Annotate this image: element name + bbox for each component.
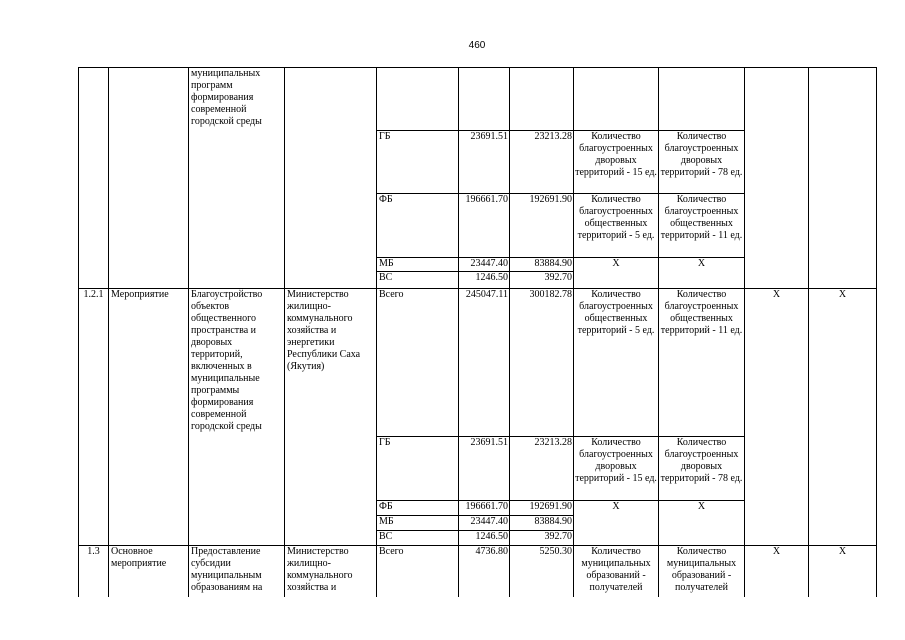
mark-1-cell: X <box>745 546 809 598</box>
amount-1-cell: 196661.70 <box>459 501 510 516</box>
description-cell: муниципальных программ формирования современной городской среды <box>189 68 285 289</box>
mark-2-cell: X <box>809 546 877 598</box>
mark-1-cell <box>745 68 809 289</box>
amount-2-cell: 392.70 <box>510 531 574 546</box>
amount-1-cell: 1246.50 <box>459 531 510 546</box>
indicator-1-cell: Количество благоустроенных общественных территорий - 5 ед. <box>574 194 659 258</box>
amount-1-cell: 23447.40 <box>459 516 510 531</box>
row-number-cell: 1.3 <box>79 546 109 598</box>
funding-source-cell: ВС <box>377 272 459 289</box>
amount-1-cell: 245047.11 <box>459 289 510 437</box>
indicator-2-cell: X <box>659 501 745 546</box>
funding-source-cell: Всего <box>377 546 459 598</box>
amount-2-cell: 192691.90 <box>510 501 574 516</box>
indicator-2-cell: Количество благоустроенных общественных территорий - 11 ед. <box>659 289 745 437</box>
funding-source-cell: ФБ <box>377 194 459 258</box>
funding-source-cell: ГБ <box>377 131 459 194</box>
indicator-2-cell: Количество благоустроенных дворовых территорий - 78 ед. <box>659 131 745 194</box>
amount-2-cell: 192691.90 <box>510 194 574 258</box>
funding-source-cell: МБ <box>377 516 459 531</box>
responsible-cell: Министерство жилищно-коммунального хозяйства и энергетики Республики Саха (Якутия) <box>285 289 377 546</box>
program-table <box>78 67 877 597</box>
funding-source-cell: Всего <box>377 289 459 437</box>
amount-1-cell: 23691.51 <box>459 131 510 194</box>
mark-2-cell: X <box>809 289 877 546</box>
mark-1-cell: X <box>745 289 809 546</box>
description-cell: Благоустройство объектов общественного пространства и дворовых территорий, включенных в муниципальные программы формирования современной городской среды <box>189 289 285 546</box>
indicator-1-cell: Количество благоустроенных общественных территорий - 5 ед. <box>574 289 659 437</box>
funding-source-cell: ВС <box>377 531 459 546</box>
indicator-2-cell <box>659 68 745 131</box>
amount-1-cell: 23447.40 <box>459 258 510 272</box>
amount-2-cell <box>510 68 574 131</box>
indicator-1-cell: Количество благоустроенных дворовых территорий - 15 ед. <box>574 131 659 194</box>
indicator-1-cell: X <box>574 501 659 546</box>
row-number-cell <box>79 68 109 289</box>
amount-2-cell: 23213.28 <box>510 131 574 194</box>
indicator-1-cell: Количество благоустроенных дворовых территорий - 15 ед. <box>574 437 659 501</box>
row-number-cell: 1.2.1 <box>79 289 109 546</box>
table-row <box>79 546 877 598</box>
amount-2-cell: 23213.28 <box>510 437 574 501</box>
amount-2-cell: 392.70 <box>510 272 574 289</box>
indicator-2-cell: X <box>659 258 745 289</box>
amount-2-cell: 300182.78 <box>510 289 574 437</box>
event-type-cell <box>109 68 189 289</box>
amount-2-cell: 5250.30 <box>510 546 574 598</box>
indicator-2-cell: Количество благоустроенных общественных территорий - 11 ед. <box>659 194 745 258</box>
indicator-1-cell: Количество муниципальных образований - получателей <box>574 546 659 598</box>
table-row <box>79 68 877 131</box>
event-type-cell: Основное мероприятие <box>109 546 189 598</box>
indicator-2-cell: Количество благоустроенных дворовых территорий - 78 ед. <box>659 437 745 501</box>
funding-source-cell <box>377 68 459 131</box>
amount-1-cell <box>459 68 510 131</box>
indicator-1-cell: X <box>574 258 659 289</box>
funding-source-cell: ГБ <box>377 437 459 501</box>
funding-source-cell: МБ <box>377 258 459 272</box>
amount-2-cell: 83884.90 <box>510 258 574 272</box>
responsible-cell <box>285 68 377 289</box>
amount-1-cell: 23691.51 <box>459 437 510 501</box>
indicator-2-cell: Количество муниципальных образований - получателей <box>659 546 745 598</box>
description-cell: Предоставление субсидии муниципальным образованиям на <box>189 546 285 598</box>
table-viewport <box>77 66 878 597</box>
responsible-cell: Министерство жилищно-коммунального хозяйства и <box>285 546 377 598</box>
indicator-1-cell <box>574 68 659 131</box>
table-row <box>79 289 877 437</box>
mark-2-cell <box>809 68 877 289</box>
funding-source-cell: ФБ <box>377 501 459 516</box>
amount-1-cell: 1246.50 <box>459 272 510 289</box>
amount-1-cell: 4736.80 <box>459 546 510 598</box>
page-number: 460 <box>468 40 486 51</box>
event-type-cell: Мероприятие <box>109 289 189 546</box>
amount-2-cell: 83884.90 <box>510 516 574 531</box>
amount-1-cell: 196661.70 <box>459 194 510 258</box>
